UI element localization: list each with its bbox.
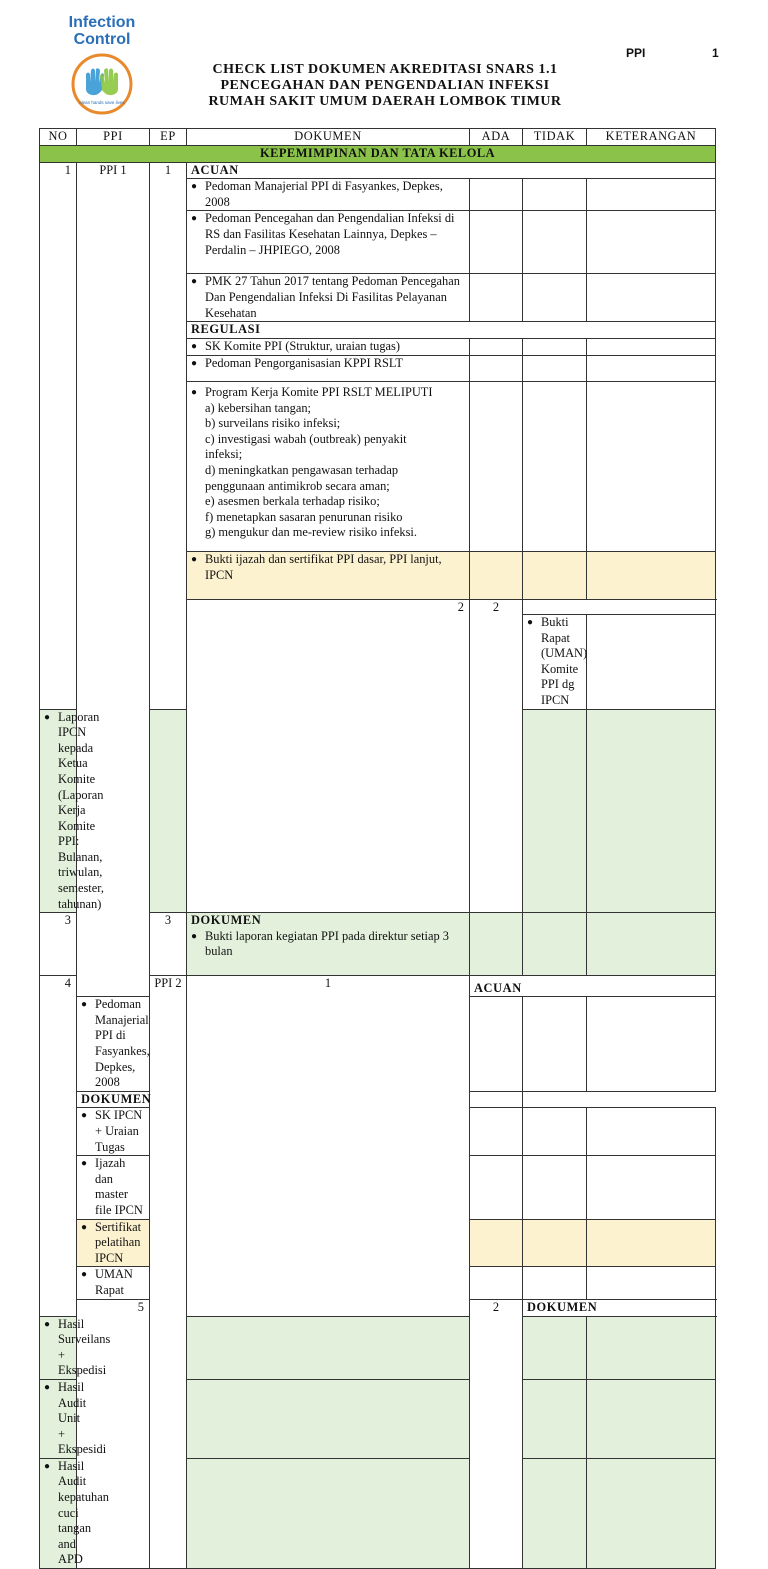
tidak-cell[interactable]	[523, 381, 587, 551]
keterangan-cell[interactable]	[587, 913, 716, 976]
item-text: ● Laporan IPCN kepada Ketua Komite (Laporan Kerja Komite PPI: Bulanan, triwulan, semester, tahunan)	[40, 709, 77, 913]
row-ep: 2	[470, 599, 523, 912]
item-text: DOKUMEN ● Bukti laporan kegiatan PPI pada direktur setiap 3 bulan	[187, 913, 470, 976]
header-tag: PPI	[626, 46, 646, 60]
title-line-3: RUMAH SAKIT UMUM DAERAH LOMBOK TIMUR	[208, 94, 562, 109]
row-ep: 3	[150, 913, 187, 976]
keterangan-cell[interactable]	[587, 1219, 716, 1267]
title-line-1: CHECK LIST DOKUMEN AKREDITASI SNARS 1.1	[212, 62, 558, 77]
row-ep: 1	[150, 162, 187, 709]
item-text: ● SK IPCN + Uraian Tugas	[77, 1108, 150, 1156]
keterangan-cell[interactable]	[587, 709, 716, 913]
tidak-cell[interactable]	[523, 551, 587, 599]
logo-line-2: Control	[73, 31, 131, 48]
row-no: 5	[77, 1299, 150, 1569]
ada-cell[interactable]	[470, 355, 523, 381]
ada-cell[interactable]	[470, 179, 523, 211]
row-ep: 2	[470, 1299, 523, 1569]
tidak-cell[interactable]	[523, 211, 587, 274]
section-heading: DOKUMEN	[77, 1091, 523, 1108]
keterangan-cell[interactable]	[587, 1379, 716, 1458]
item-text: ● Bukti Rapat (UMAN) Komite PPI dg IPCN	[523, 614, 587, 709]
tidak-cell[interactable]	[523, 1156, 587, 1219]
keterangan-cell[interactable]	[587, 1108, 716, 1156]
tidak-cell[interactable]	[523, 997, 587, 1092]
item-text: ● Hasil Surveilans + Ekspedisi	[40, 1316, 77, 1379]
item-text: ● SK Komite PPI (Struktur, uraian tugas)	[187, 338, 470, 355]
keterangan-cell[interactable]	[587, 1316, 716, 1379]
checklist-table	[39, 128, 716, 1569]
ada-cell[interactable]	[470, 1108, 523, 1156]
row-ppi: PPI 2	[150, 976, 187, 1569]
table-row	[40, 162, 716, 179]
logo-tagline: clean hands save lives	[79, 100, 125, 105]
item-text: ● PMK 27 Tahun 2017 tentang Pedoman Pencegahan Dan Pengendalian Infeksi Di Fasilitas Pelayanan Kesehatan	[187, 274, 470, 322]
row-no: 1	[40, 162, 77, 709]
header-keterangan: KETERANGAN	[587, 129, 716, 146]
ada-cell[interactable]	[470, 1156, 523, 1219]
keterangan-cell[interactable]	[587, 338, 716, 355]
ada-cell[interactable]	[470, 211, 523, 274]
tidak-cell[interactable]	[523, 1379, 587, 1458]
logo-line-1: Infection	[68, 14, 136, 31]
ada-cell[interactable]	[470, 274, 523, 322]
item-text: ● Pedoman Pengorganisasian KPPI RSLT	[187, 355, 470, 381]
blank-row	[523, 599, 716, 614]
item-text: ● Pedoman Manajerial PPI di Fasyankes, Depkes, 2008	[187, 179, 470, 211]
section-heading: DOKUMEN	[523, 1299, 716, 1316]
keterangan-cell[interactable]	[587, 1458, 716, 1568]
section-heading: ACUAN	[470, 976, 716, 997]
item-text: ● Program Kerja Komite PPI RSLT MELIPUTI a) kebersihan tangan; b) surveilans risiko infeksi; c) investigasi wabah (outbreak) penyakit infeksi; d) meningkatkan pengawasan terhadap penggunaan antimikrob secara aman; e) asesmen berkala terhadap risiko; f) menetapkan sasaran penurunan risiko g) mengukur dan me-review risiko infeksi.	[187, 381, 470, 551]
tidak-cell[interactable]	[523, 338, 587, 355]
band-label: KEPEMIMPINAN DAN TATA KELOLA	[40, 145, 716, 162]
keterangan-cell[interactable]	[587, 211, 716, 274]
keterangan-cell[interactable]	[587, 381, 716, 551]
tidak-cell[interactable]	[523, 1219, 587, 1267]
row-no: 3	[40, 913, 77, 976]
ada-cell[interactable]	[470, 997, 523, 1092]
item-text: ● UMAN Rapat	[77, 1267, 150, 1299]
item-text: ● Hasil Audit kepatuhan cuci tangan and APD	[40, 1458, 77, 1568]
ada-cell[interactable]	[470, 338, 523, 355]
row-no: 2	[187, 599, 470, 912]
keterangan-cell[interactable]	[587, 1267, 716, 1299]
header-dokumen: DOKUMEN	[187, 129, 470, 146]
tidak-cell[interactable]	[523, 179, 587, 211]
ada-cell[interactable]	[187, 1379, 470, 1458]
ada-cell[interactable]	[470, 913, 523, 976]
item-text: ● Pedoman Pencegahan dan Pengendalian Infeksi di RS dan Fasilitas Kesehatan Lainnya, Depkes – Perdalin – JHPIEGO, 2008	[187, 211, 470, 274]
header-tidak: TIDAK	[523, 129, 587, 146]
keterangan-cell[interactable]	[587, 551, 716, 599]
item-text: ● Pedoman Manajerial PPI di Fasyankes, Depkes, 2008	[77, 997, 150, 1092]
tidak-cell[interactable]	[523, 913, 587, 976]
header-ada: ADA	[470, 129, 523, 146]
tidak-cell[interactable]	[523, 1267, 587, 1299]
hands-icon	[70, 52, 134, 116]
tidak-cell[interactable]	[523, 274, 587, 322]
item-text: ● Ijazah dan master file IPCN	[77, 1156, 150, 1219]
page-number: 1	[712, 46, 719, 60]
row-ppi: PPI 1	[77, 162, 150, 997]
header-ep: EP	[150, 129, 187, 146]
table-row	[40, 1091, 716, 1108]
ada-cell[interactable]	[187, 1458, 470, 1568]
row-ep: 1	[187, 976, 470, 1316]
tidak-cell[interactable]	[523, 709, 587, 913]
section-heading: REGULASI	[187, 322, 716, 339]
section-heading: ACUAN	[187, 162, 716, 179]
ada-cell[interactable]	[187, 1316, 470, 1379]
tidak-cell[interactable]	[523, 1316, 587, 1379]
keterangan-cell[interactable]	[587, 997, 716, 1092]
infection-control-logo	[62, 14, 142, 116]
header-ppi: PPI	[77, 129, 150, 146]
item-text: ● Sertifikat pelatihan IPCN	[77, 1219, 150, 1267]
tidak-cell[interactable]	[523, 1458, 587, 1568]
ada-cell[interactable]	[587, 614, 716, 709]
keterangan-cell[interactable]	[587, 355, 716, 381]
item-text: ● Bukti ijazah dan sertifikat PPI dasar, PPI lanjut, IPCN	[187, 551, 470, 599]
header-no: NO	[40, 129, 77, 146]
keterangan-cell[interactable]	[587, 179, 716, 211]
tidak-cell[interactable]	[523, 1108, 587, 1156]
ada-cell[interactable]	[150, 709, 187, 913]
ada-cell[interactable]	[470, 381, 523, 551]
document-title	[150, 62, 620, 110]
section-band	[40, 145, 716, 162]
keterangan-cell[interactable]	[587, 1156, 716, 1219]
tidak-cell[interactable]	[523, 355, 587, 381]
ada-cell[interactable]	[470, 1267, 523, 1299]
ada-cell[interactable]	[470, 551, 523, 599]
keterangan-cell[interactable]	[587, 274, 716, 322]
table-header-row	[40, 129, 716, 146]
title-line-2: PENCEGAHAN DAN PENGENDALIAN INFEKSI	[220, 78, 550, 93]
row-no: 4	[40, 976, 77, 1316]
item-text: ● Hasil Audit Unit + Ekspesidi	[40, 1379, 77, 1458]
ada-cell[interactable]	[470, 1219, 523, 1267]
